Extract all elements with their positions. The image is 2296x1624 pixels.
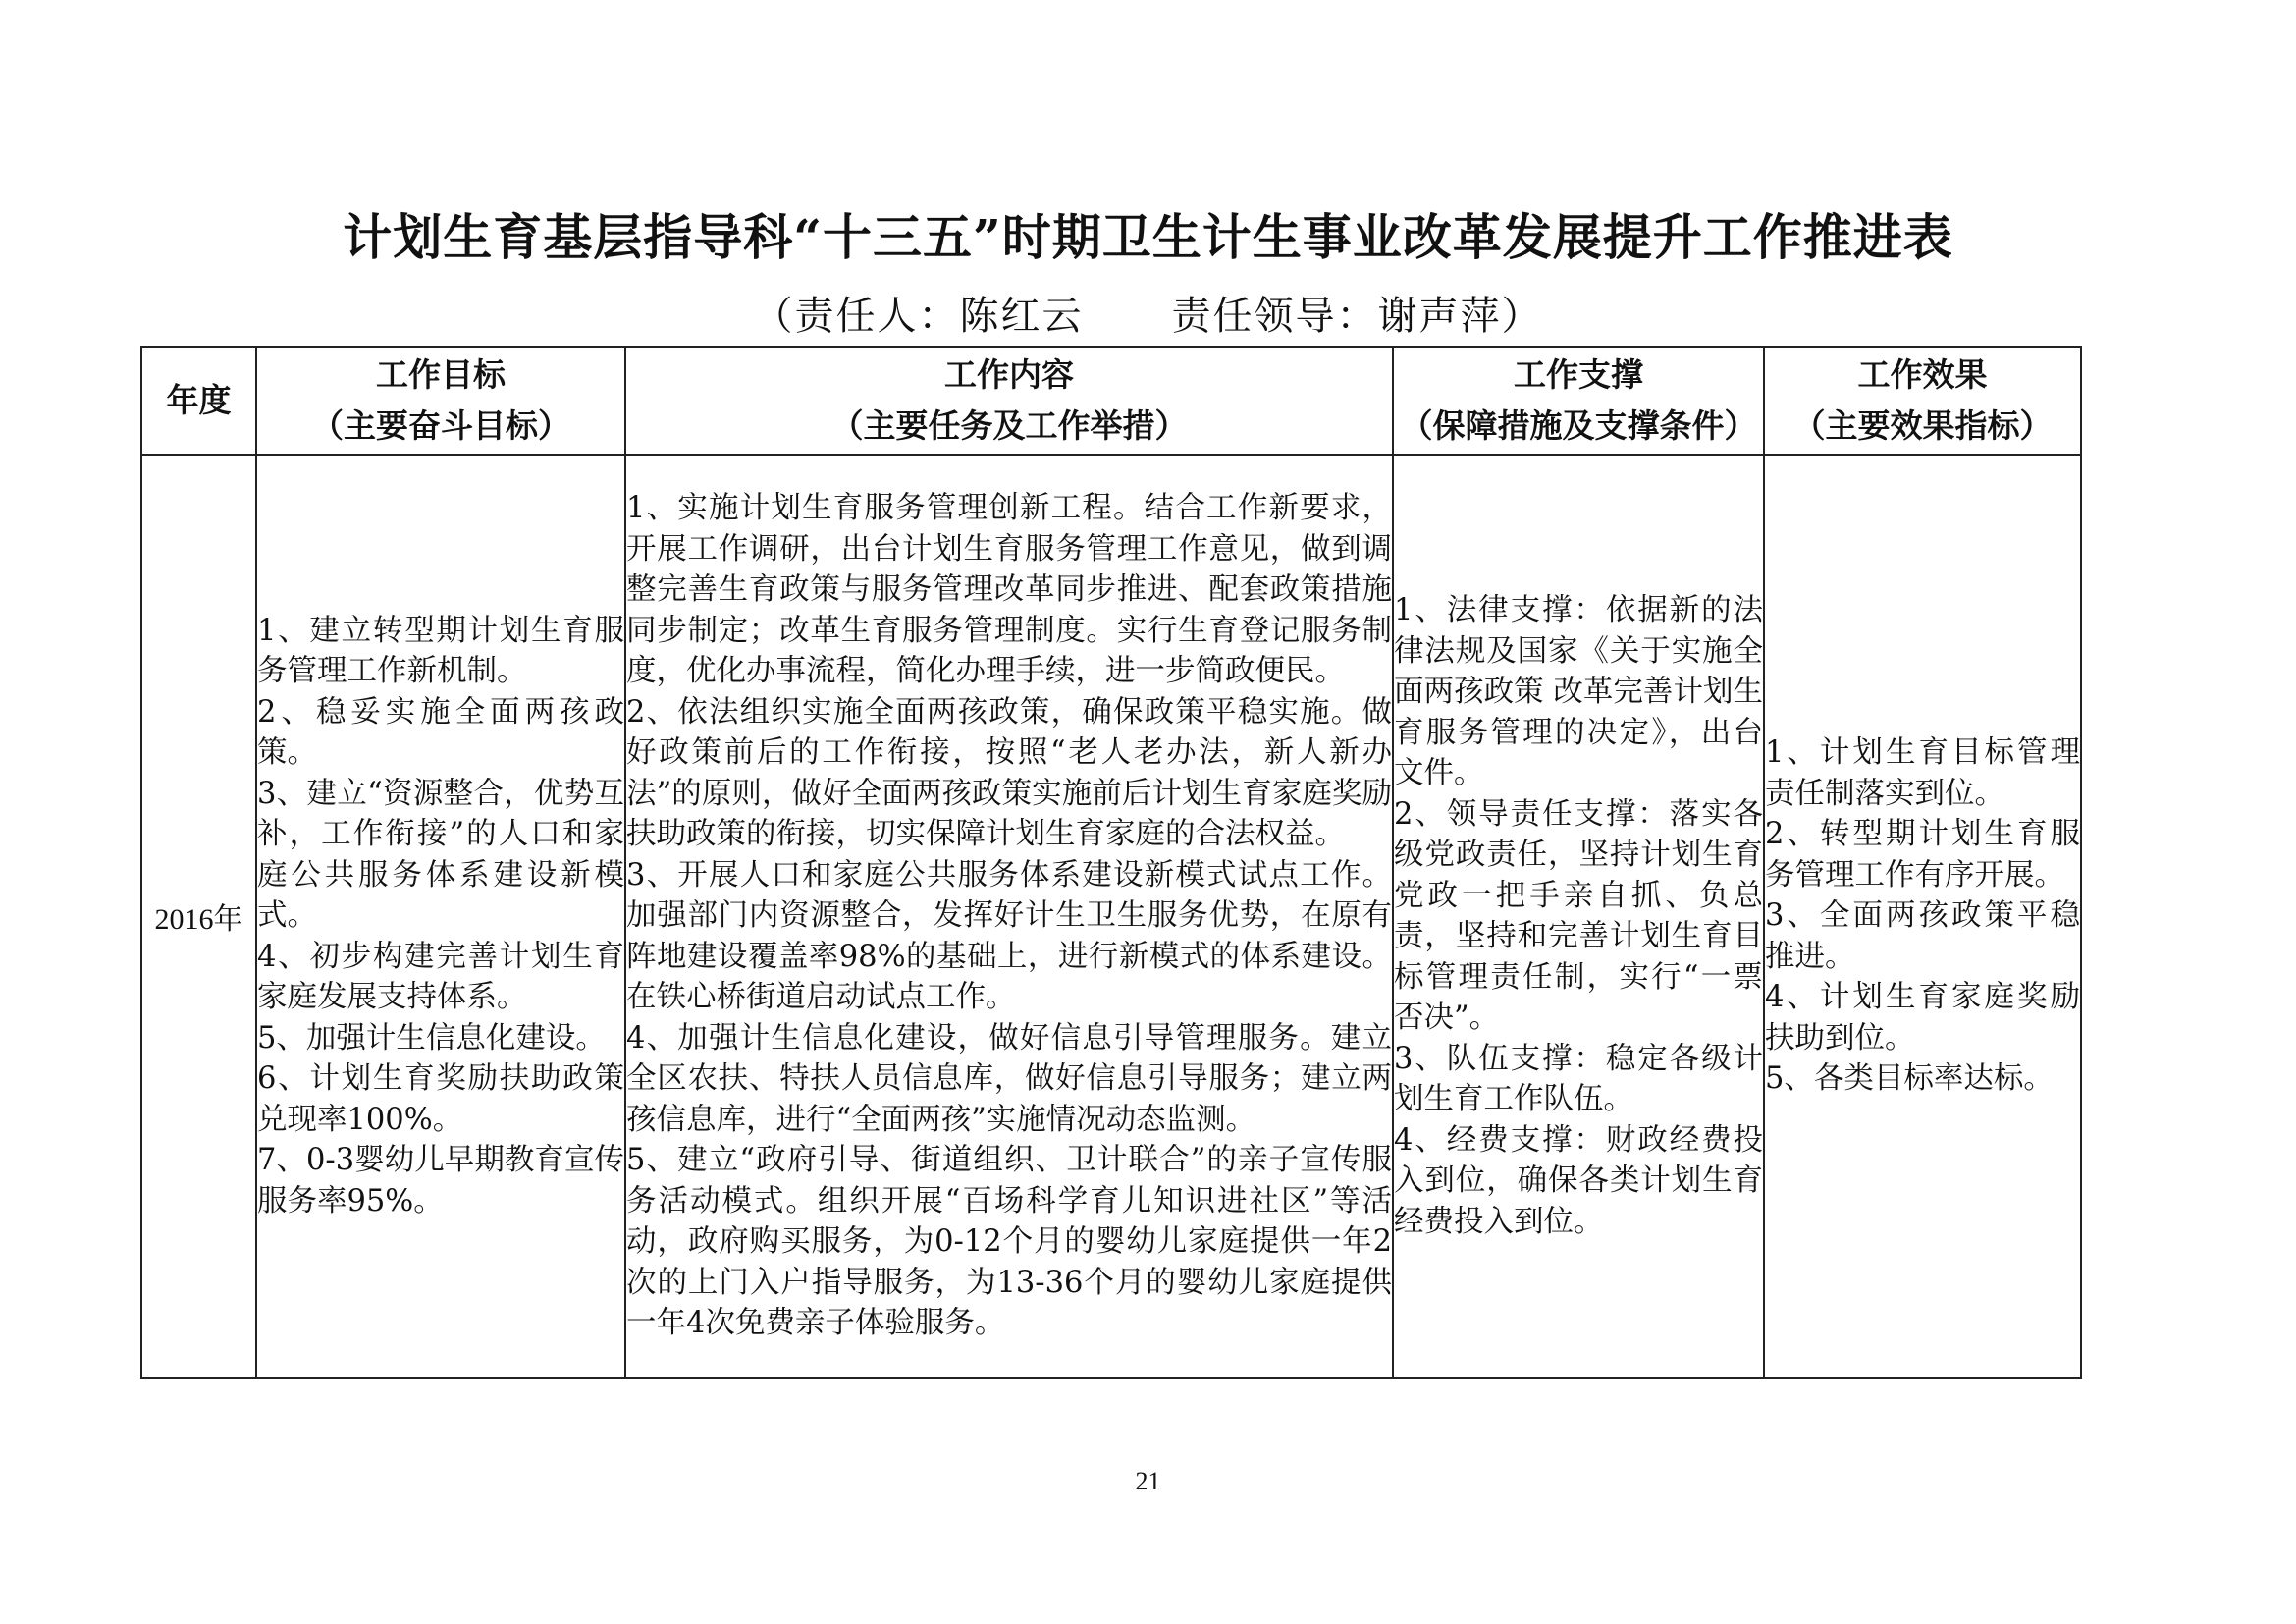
support-item: 1、法律支撑：依据新的法律法规及国家《关于实施全面两孩政策 改革完善计划生育服务管理的决定》，出台文件。 (1394, 593, 1763, 790)
goal-item: 4、初步构建完善计划生育家庭发展支持体系。 (257, 939, 624, 1015)
goals-cell (256, 455, 625, 1378)
table-header-row (141, 347, 2081, 455)
goal-item: 3、建立“资源整合，优势互补，工作衔接”的人口和家庭公共服务体系建设新模式。 (257, 776, 624, 934)
goal-item: 2、稳妥实施全面两孩政策。 (257, 694, 624, 771)
page-number: 21 (1135, 1467, 1161, 1495)
content-item: 3、开展人口和家庭公共服务体系建设新模式试点工作。加强部门内资源整合，发挥好计生卫生服务优势，在原有阵地建设覆盖率98%的基础上，进行新模式的体系建设。在铁心桥街道启动试点工作。 (626, 857, 1392, 1015)
effect-item: 4、计划生育家庭奖励扶助到位。 (1765, 980, 2080, 1056)
support-item: 4、经费支撑：财政经费投入到位，确保各类计划生育经费投入到位。 (1394, 1122, 1763, 1239)
supports-cell (1393, 455, 1764, 1378)
header-goal: 工作目标 （主要奋斗目标） (256, 347, 625, 455)
goal-item: 5、加强计生信息化建设。 (257, 1020, 606, 1056)
goal-item: 7、0-3婴幼儿早期教育宣传服务率95%。 (257, 1143, 624, 1218)
effect-item: 2、转型期计划生育服务管理工作有序开展。 (1765, 817, 2080, 893)
responsible-leader: 责任领导：谢声萍） (1171, 294, 1543, 339)
effect-item: 5、各类目标率达标。 (1765, 1061, 2054, 1097)
document-subtitle (0, 285, 2296, 341)
effects-cell (1764, 455, 2081, 1378)
goal-item: 1、建立转型期计划生育服务管理工作新机制。 (257, 613, 624, 689)
content-item: 5、建立“政府引导、街道组织、卫计联合”的亲子宣传服务活动模式。组织开展“百场科学育儿知识进社区”等活动，政府购买服务，为0-12个月的婴幼儿家庭提供一年2次的上门入户指导服务，为13-36个月的婴幼儿家庭提供一年4次免费亲子体验服务。 (626, 1143, 1392, 1341)
effect-item: 3、全面两孩政策平稳推进。 (1765, 898, 2080, 974)
header-content: 工作内容 （主要任务及工作举措） (625, 347, 1393, 455)
header-support: 工作支撑 （保障措施及支撑条件） (1393, 347, 1764, 455)
document-title: 计划生育基层指导科“十三五”时期卫生计生事业改革发展提升工作推进表 (343, 208, 1953, 266)
effect-item: 1、计划生育目标管理责任制落实到位。 (1765, 735, 2080, 811)
content-item: 1、实施计划生育服务管理创新工程。结合工作新要求，开展工作调研，出台计划生育服务管理工作意见，做到调整完善生育政策与服务管理改革同步推进、配套政策措施同步制定；改革生育服务管理制度。实行生育登记服务制度，优化办事流程，简化办理手续，进一步简政便民。 (626, 491, 1392, 689)
content-item: 4、加强计生信息化建设，做好信息引导管理服务。建立全区农扶、特扶人员信息库，做好信息引导服务；建立两孩信息库，进行“全面两孩”实施情况动态监测。 (626, 1020, 1392, 1137)
goal-item: 6、计划生育奖励扶助政策兑现率100%。 (257, 1061, 624, 1137)
table-row (141, 455, 2081, 1378)
responsible-person: （责任人：陈红云 (753, 294, 1084, 339)
support-item: 3、队伍支撑：稳定各级计划生育工作队伍。 (1394, 1041, 1763, 1116)
work-plan-table (140, 346, 2082, 1379)
header-effect: 工作效果 （主要效果指标） (1764, 347, 2081, 455)
content-item: 2、依法组织实施全面两孩政策，确保政策平稳实施。做好政策前后的工作衔接，按照“老人老办法，新人新办法”的原则，做好全面两孩政策实施前后计划生育家庭奖励扶助政策的衔接，切实保障计划生育家庭的合法权益。 (626, 694, 1392, 852)
year-cell: 2016年 (141, 455, 256, 1378)
contents-cell (625, 455, 1393, 1378)
support-item: 2、领导责任支撑：落实各级党政责任，坚持计划生育党政一把手亲自抓、负总责，坚持和完善计划生育目标管理责任制，实行“一票否决”。 (1394, 796, 1763, 1035)
header-year: 年度 (141, 347, 256, 455)
